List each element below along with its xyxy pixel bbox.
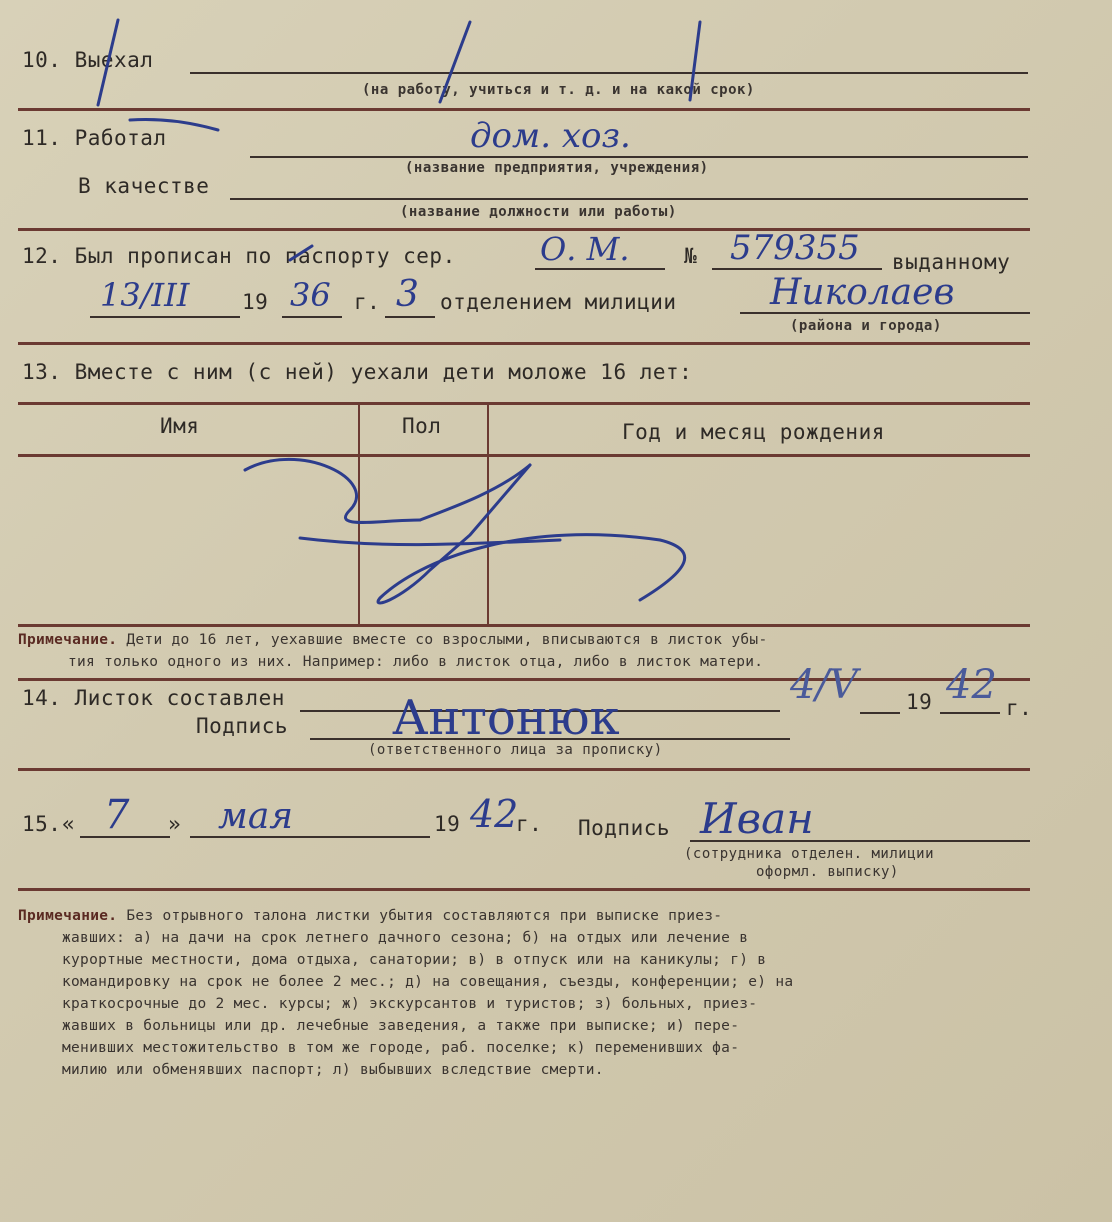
item12-tick [290,246,312,260]
note2-line-3: курортные местности, дома отдыха, санатории; в) в отпуск или на каникулы; г) в [62,952,767,968]
note2-line-6: жавших в больницы или др. лечебные заведения, а также при выписке; и) пере- [62,1018,740,1034]
item14-year-suffix: г. [1006,696,1033,720]
note2-line-7: менивших местожительство в том же городе, раб. поселке; к) переменивших фа- [62,1040,740,1056]
item11-value: дом. хоз. [470,116,631,156]
item15-label: 15. [22,812,62,836]
item15-quote-close: » [168,812,182,836]
slash-mark-2 [440,22,470,102]
z-stroke-2 [420,465,530,520]
item15-quote-open: « [62,812,76,836]
note1-line2: тия только одного из них. Например: либо в листок отца, либо в листок матери. [68,654,764,670]
item15-year-prefix: 19 [434,812,461,836]
item12-caption: (района и города) [790,318,942,334]
z-stroke-1 [245,459,420,522]
item15-caption1: (сотрудника отделен. милиции [684,846,935,862]
item15-sign-label: Подпись [578,816,671,840]
item14-label: 14. Листок составлен [22,686,285,710]
item15-year: 42 [470,792,519,836]
item11-position-label: В качестве [78,174,210,198]
slash-mark-3 [690,22,700,100]
item12-year: 36 [290,276,331,314]
item12-issued: выданному [892,250,1011,274]
item11-caption: (название предприятия, учреждения) [405,160,709,176]
col-birth-header: Год и месяц рождения [622,420,885,444]
item15-year-suffix: г. [516,812,543,836]
item11-label: 11. Работал [22,126,167,150]
item12-dept-no: 3 [396,274,419,315]
item13-label: 13. Вместе с ним (с ней) уехали дети моложе 16 лет: [22,360,693,384]
item12-city: Николаев [770,272,955,313]
note2-line-4: командировку на срок не более 2 мес.; д) на совещания, съезды, конференции; е) на [62,974,794,990]
col-sex-header: Пол [402,414,442,438]
item10-label: 10. Выехал [22,48,154,72]
item12-num-label: № [684,244,698,268]
item12-part1: 12. Был прописан по паспорту сер. [22,244,456,268]
item14-sign-label: Подпись [196,714,289,738]
item12-series: О. М. [540,230,630,268]
item14-signature: Антонюк [392,690,620,746]
item15-day: 7 [104,792,130,838]
item12-dept-label: отделением милиции [440,290,677,314]
slash-mark-1 [98,20,118,105]
note2-line-8: милию или обменявших паспорт; л) выбывших вследствие смерти. [62,1062,604,1078]
item12-year-prefix: 19 [242,290,269,314]
item12-year-suffix: г. [354,290,381,314]
note2-heading: Примечание. [18,908,118,924]
note2-text-0: Без отрывного талона листки убытия составляются при выписке приез- [126,908,723,924]
item14-month: 4/V [790,662,858,708]
item14-year: 42 [946,662,997,708]
item14-year-prefix: 19 [906,690,933,714]
item15-signature: Иван [700,794,814,843]
col-name-header: Имя [160,414,200,438]
note1-line1: Дети до 16 лет, уехавшие вместе со взрослыми, вписываются в листок убы- [126,632,768,648]
item10-caption: (на работу, учиться и т. д. и на какой срок) [362,82,755,98]
item15-month: мая [218,796,294,837]
item14-caption: (ответственного лица за прописку) [368,742,663,758]
item12-number: 579355 [730,228,860,268]
item11-position-caption: (название должности или работы) [400,204,677,220]
item12-date: 13/III [100,276,190,314]
note2-line-5: краткосрочные до 2 мес. курсы; ж) экскурсантов и туристов; з) больных, приез- [62,996,758,1012]
note2-line-2: жавших: а) на дачи на срок летнего дачного сезона; б) на отдых или лечение в [62,930,749,946]
item15-caption2: оформл. выписку) [756,864,899,880]
item11-scribble [130,119,218,130]
z-stroke-3 [378,465,685,603]
note1-heading: Примечание. [18,632,118,648]
